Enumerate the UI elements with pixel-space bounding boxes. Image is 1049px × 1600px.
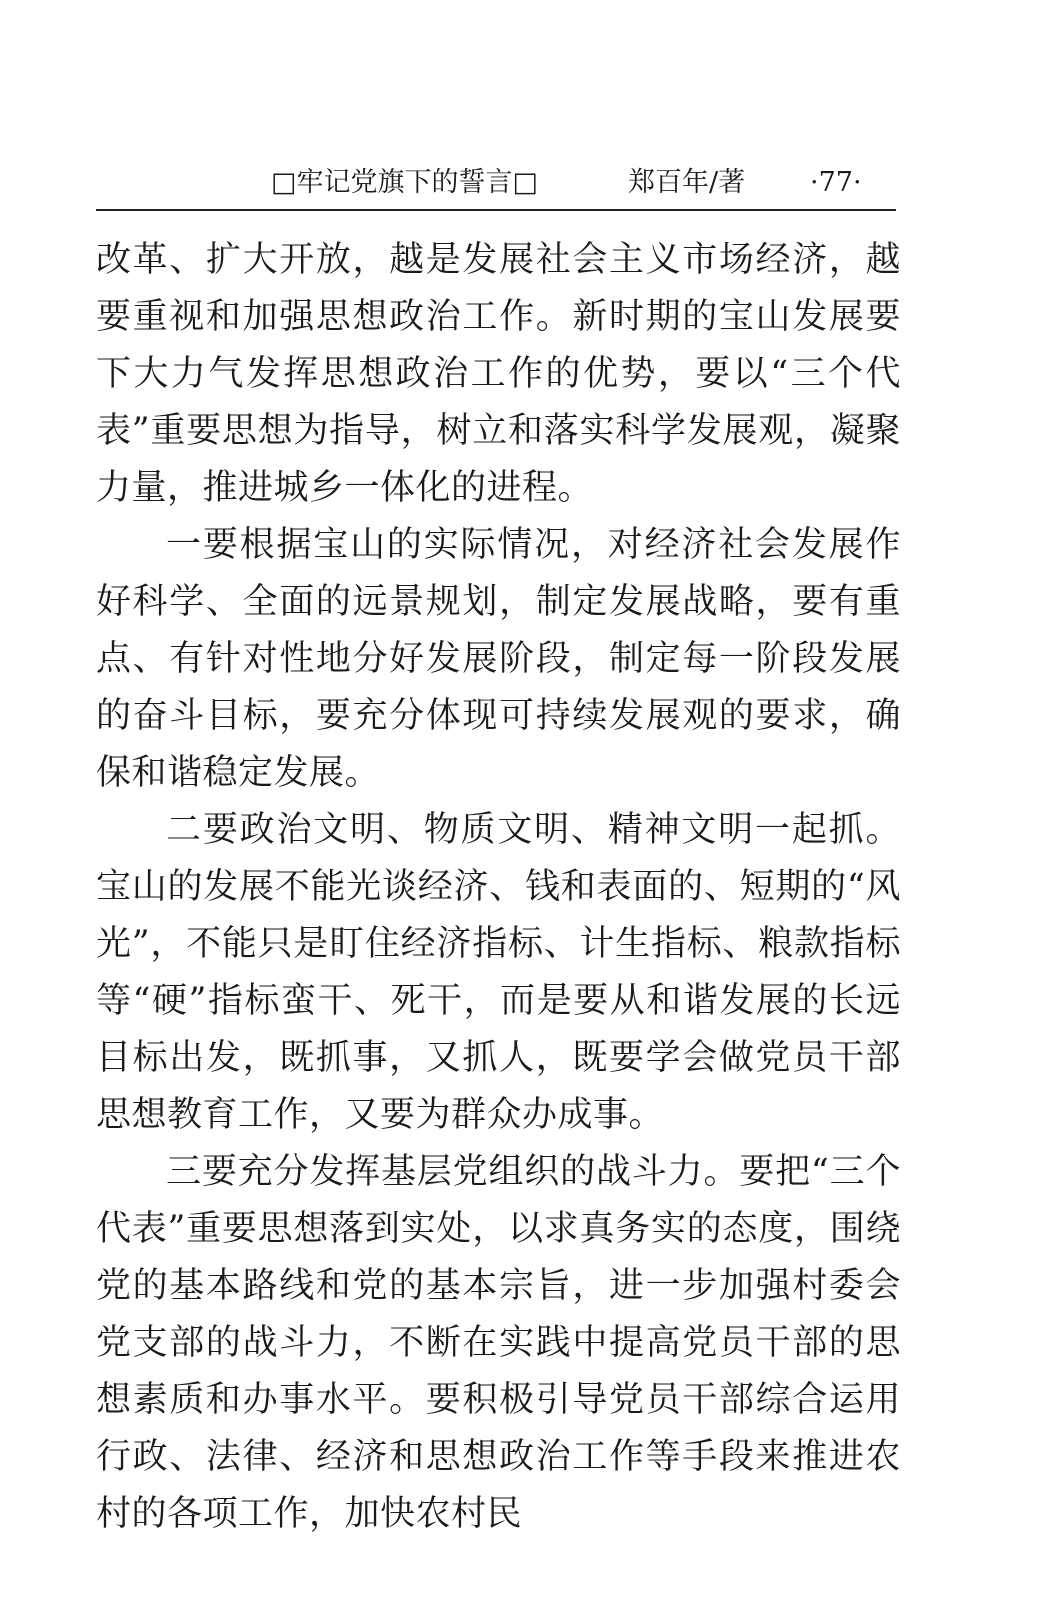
page-number: ·77· — [810, 167, 862, 198]
paragraph-point-two: 二要政治文明、物质文明、精神文明一起抓。宝山的发展不能光谈经济、钱和表面的、短期的“风光”，不能只是盯住经济指标、计生指标、粮款指标等“硬”指标蛮干、死干，而是要从和谐发展的长远目标出发，既抓事，又抓人，既要学会做党员干部思想教育工作，又要为群众办成事。 — [96, 810, 901, 1135]
running-header — [96, 158, 896, 208]
header-divider — [96, 209, 896, 211]
paragraph-continuation: 改革、扩大开放，越是发展社会主义市场经济，越要重视和加强思想政治工作。新时期的宝山发展要下大力气发挥思想政治工作的优势，要以“三个代表”重要思想为指导，树立和落实科学发展观，凝聚力量，推进城乡一体化的进程。 — [96, 240, 901, 508]
author-credit: 郑百年/著 — [628, 167, 746, 198]
paragraph-point-one: 一要根据宝山的实际情况，对经济社会发展作好科学、全面的远景规划，制定发展战略，要有重点、有针对性地分好发展阶段，制定每一阶段发展的奋斗目标，要充分体现可持续发展观的要求，确保和谐稳定发展。 — [96, 525, 901, 793]
book-title: □牢记党旗下的誓言□ — [271, 167, 539, 198]
body-text — [96, 232, 901, 1543]
paragraph-point-three: 三要充分发挥基层党组织的战斗力。要把“三个代表”重要思想落到实处，以求真务实的态度，围绕党的基本路线和党的基本宗旨，进一步加强村委会党支部的战斗力，不断在实践中提高党员干部的思想素质和办事水平。要积极引导党员干部综合运用行政、法律、经济和思想政治工作等手段来推进农村的各项工作，加快农村民 — [96, 1152, 901, 1534]
